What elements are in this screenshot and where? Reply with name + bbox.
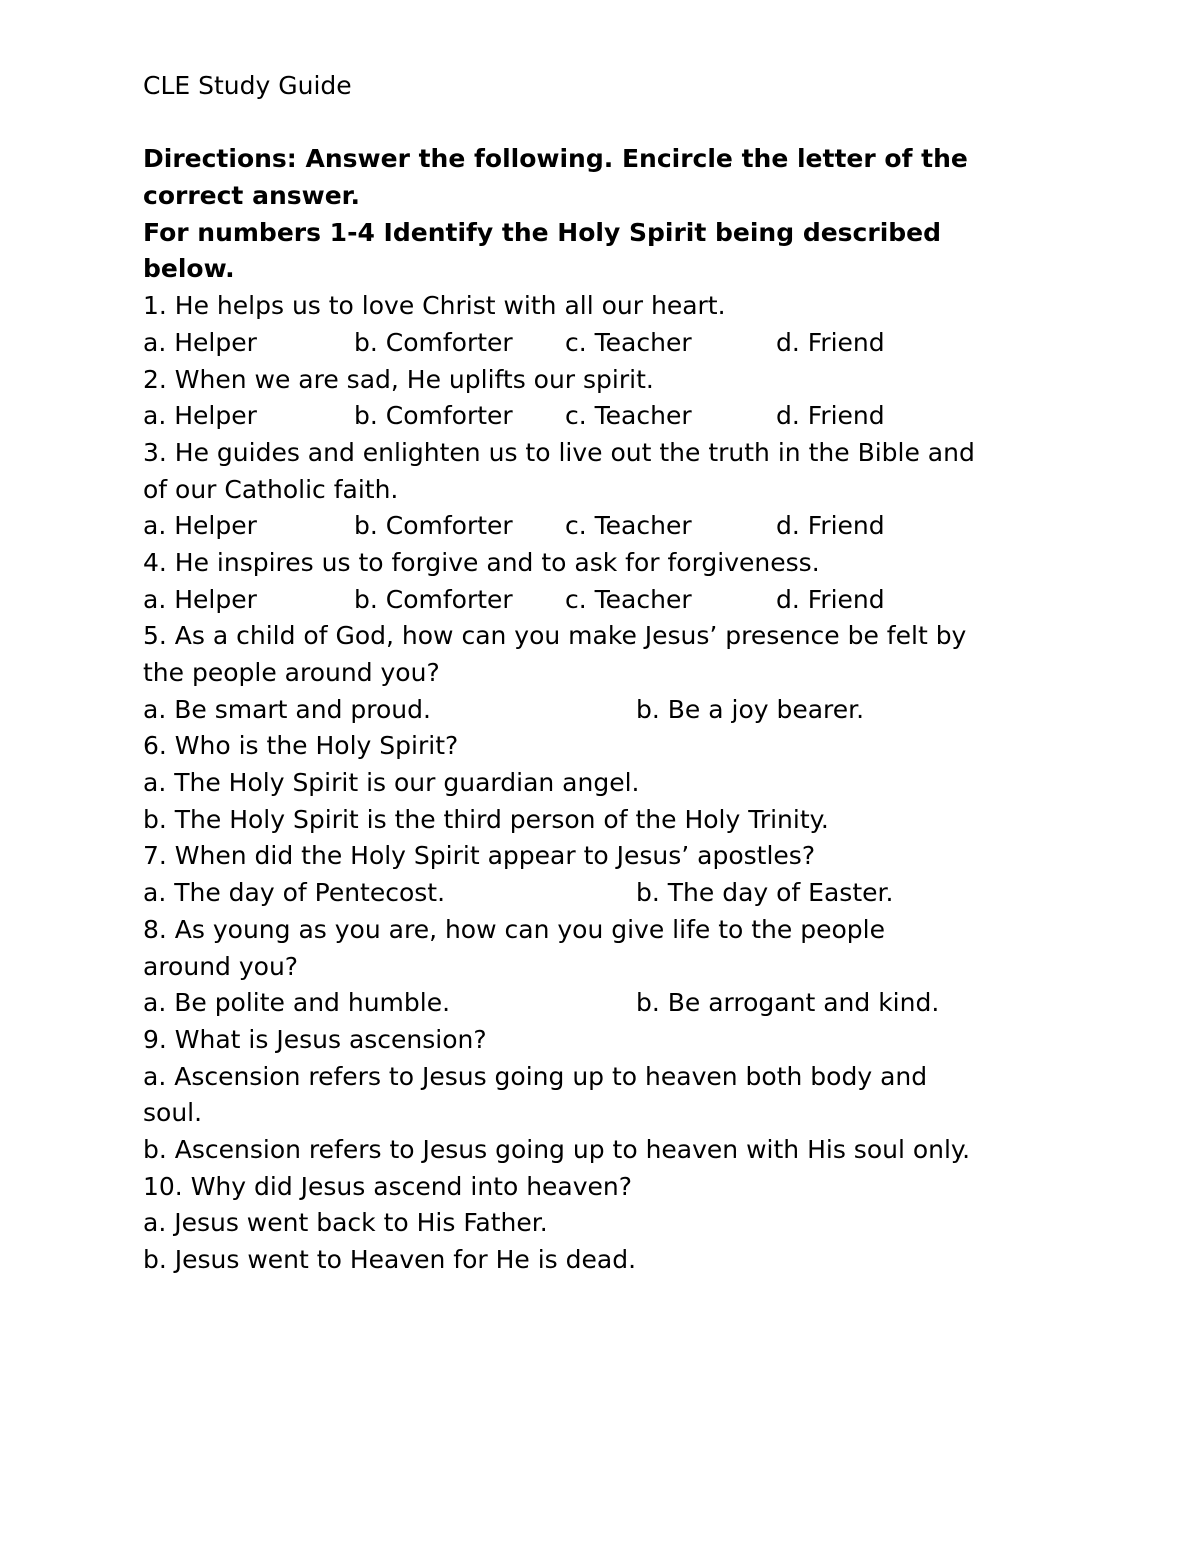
choice-a: a. Helper [143, 327, 257, 357]
question-8-line-1: 8. As young as you are, how can you give life to the people [143, 914, 885, 944]
choice-a: a. Jesus went back to His Father. [143, 1208, 548, 1238]
choice-c: c. Teacher [565, 511, 692, 541]
choice-a-line-1: a. Ascension refers to Jesus going up to heaven both body and [143, 1061, 928, 1091]
question-2: 2. When we are sad, He uplifts our spirit. [143, 364, 654, 394]
directions-line-3: For numbers 1-4 Identify the Holy Spirit being described [143, 217, 942, 247]
choice-b: b. Be arrogant and kind. [636, 988, 940, 1018]
blank-line [143, 105, 1083, 142]
choice-a: a. Helper [143, 511, 257, 541]
choice-b: b. Be a joy bearer. [636, 694, 865, 724]
question-6: 6. Who is the Holy Spirit? [143, 731, 459, 761]
question-8-line-2: around you? [143, 951, 299, 981]
choices-row-q1 [143, 325, 1083, 362]
directions-line-2: correct answer. [143, 181, 360, 211]
question-1: 1. He helps us to love Christ with all our heart. [143, 291, 726, 321]
choice-a-line-2: soul. [143, 1098, 203, 1128]
question-5-line-1: 5. As a child of God, how can you make Jesus’ presence be felt by [143, 621, 967, 651]
choice-d: d. Friend [776, 327, 885, 357]
choice-a: a. Helper [143, 584, 257, 614]
choice-a: a. The day of Pentecost. [143, 878, 446, 908]
choice-a: a. Be smart and proud. [143, 694, 431, 724]
question-10: 10. Why did Jesus ascend into heaven? [143, 1171, 633, 1201]
choice-b: b. The Holy Spirit is the third person of the Holy Trinity. [143, 804, 829, 834]
question-5-line-2: the people around you? [143, 658, 440, 687]
choices-row-q7 [143, 875, 1083, 912]
choice-d: d. Friend [776, 401, 885, 431]
choice-b: b. Ascension refers to Jesus going up to heaven with His soul only. [143, 1134, 971, 1164]
choice-a: a. Be polite and humble. [143, 988, 451, 1018]
choice-d: d. Friend [776, 584, 885, 614]
choice-b: b. Comforter [354, 401, 513, 431]
choice-b: b. Comforter [354, 511, 513, 541]
question-4: 4. He inspires us to forgive and to ask for forgiveness. [143, 547, 820, 577]
choices-row-q3 [143, 508, 1083, 545]
question-3-line-1: 3. He guides and enlighten us to live out the truth in the Bible and [143, 437, 975, 467]
choice-a: a. The Holy Spirit is our guardian angel. [143, 768, 640, 798]
choices-row-q5 [143, 692, 1083, 729]
question-7: 7. When did the Holy Spirit appear to Jesus’ apostles? [143, 841, 816, 871]
choice-c: c. Teacher [565, 584, 692, 614]
choice-b: b. Comforter [354, 327, 513, 357]
choices-row-q8 [143, 985, 1083, 1022]
choice-b: b. Comforter [354, 584, 513, 614]
choice-d: d. Friend [776, 511, 885, 541]
directions-line-1: Directions: Answer the following. Encircle the letter of the [143, 144, 968, 174]
choice-c: c. Teacher [565, 401, 692, 431]
choice-a: a. Helper [143, 401, 257, 431]
choices-row-q2 [143, 398, 1083, 435]
question-3-line-2: of our Catholic faith. [143, 474, 399, 504]
choices-row-q4 [143, 582, 1083, 619]
choice-b: b. The day of Easter. [636, 878, 894, 908]
directions-line-4: below. [143, 254, 235, 284]
question-9: 9. What is Jesus ascension? [143, 1024, 487, 1054]
document-page [143, 68, 1083, 1279]
choice-b: b. Jesus went to Heaven for He is dead. [143, 1245, 637, 1274]
page-title: CLE Study Guide [143, 71, 352, 100]
choice-c: c. Teacher [565, 327, 692, 357]
